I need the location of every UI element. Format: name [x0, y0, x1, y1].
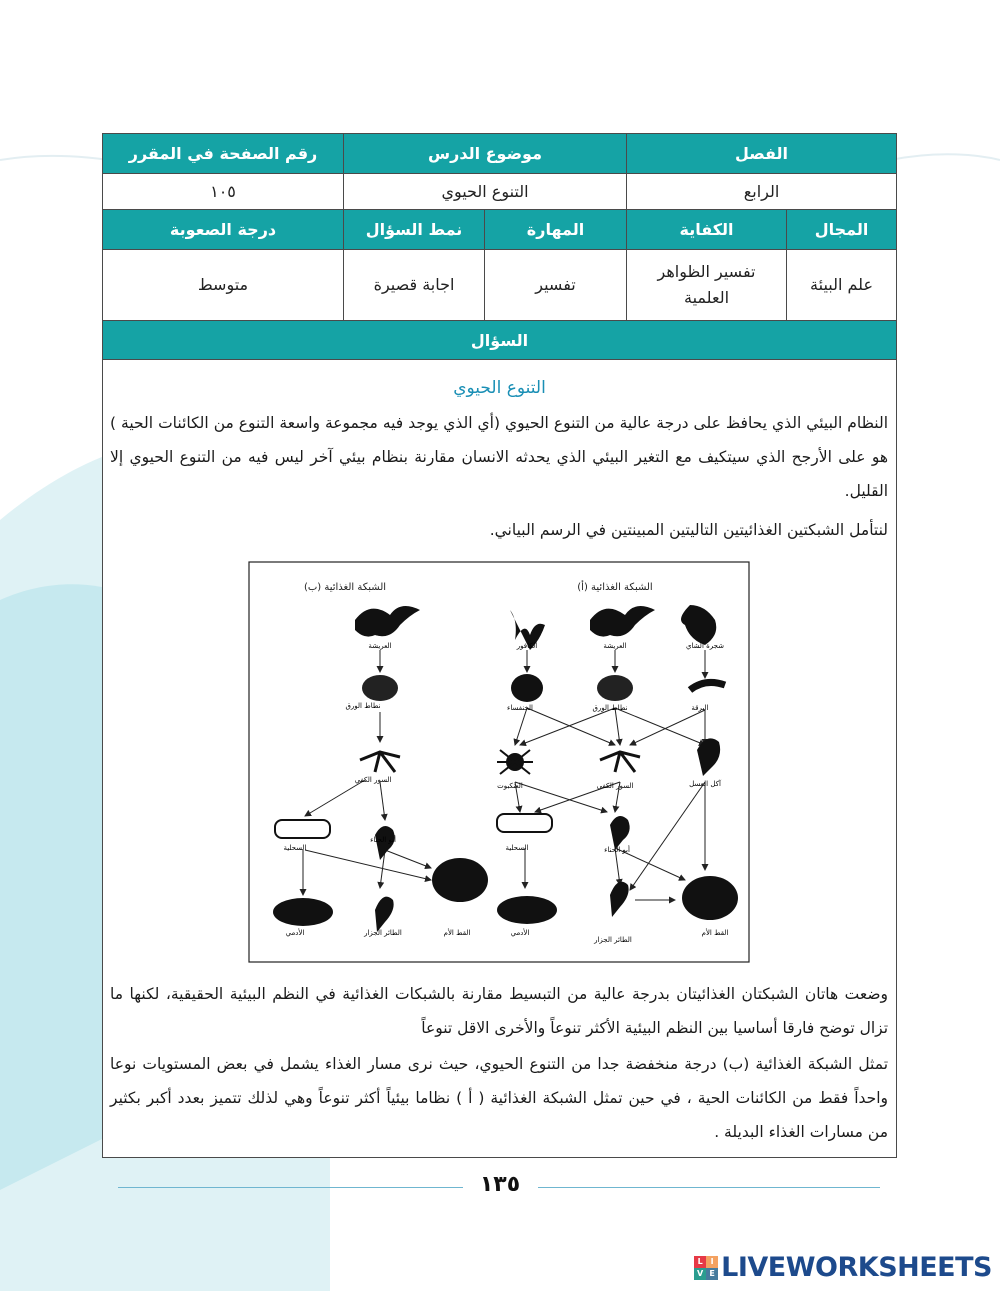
- web-a-label-tea: شجرة الشاي: [685, 642, 725, 650]
- logo-letter-e: E: [706, 1268, 718, 1280]
- footer-line-right: [538, 1187, 880, 1188]
- web-b-label-lizard: السحلية: [283, 844, 307, 852]
- web-b-label-mammal: الأدمي: [285, 929, 305, 937]
- value-lesson-topic: التنوع الحيوي: [344, 174, 627, 210]
- brand-logo-icon: [694, 1256, 718, 1280]
- header-row-2: [103, 210, 897, 250]
- web-b-label-cat: القط الأم: [443, 929, 471, 937]
- web-b-label-bird: أبو الحناء: [370, 836, 396, 844]
- web-a-label-mammal: الأدمي: [510, 929, 530, 937]
- lesson-info-table: [102, 133, 897, 1158]
- brand-name: LIVEWORKSHEETS: [721, 1252, 992, 1283]
- footer-line-left: [118, 1187, 463, 1188]
- value-difficulty: متوسط: [103, 250, 344, 321]
- web-a-label-bird: أبو الحناء: [604, 846, 630, 854]
- question-paragraph-1: النظام البيئي الذي يحافظ على درجة عالية من التنوع الحيوي (أي الذي يوجد فيه مجموعة واسعة التنوع من الكائنات الحية ) هو على الأرجح الذي سيتكيف مع التغير البيئي الذي يحدثه الانسان مقارنة بنظام بيئي آخر ليس فيه من التنوع الحيوي إلا القليل.: [110, 414, 889, 500]
- page-number: ١٣٥: [479, 1172, 521, 1197]
- value-chapter: الرابع: [627, 174, 897, 210]
- web-a-label-grass: العريشة: [603, 642, 627, 650]
- question-body: [103, 360, 897, 1158]
- logo-letter-i: I: [706, 1256, 718, 1268]
- web-b-hopper-icon: [362, 675, 398, 701]
- web-b-lizard-icon: [275, 820, 330, 838]
- web-a-label-beetle: الخنفساء: [507, 704, 533, 712]
- header-row-1: [103, 134, 897, 174]
- question-header: السؤال: [103, 321, 897, 360]
- web-b-cat-icon: [432, 858, 488, 902]
- value-row-1: [103, 174, 897, 210]
- header-page-number: رقم الصفحة في المقرر: [103, 134, 344, 174]
- brand-logo[interactable]: [694, 1252, 992, 1283]
- value-page-number: ١٠٥: [103, 174, 344, 210]
- web-a-cat-icon: [682, 876, 738, 920]
- value-competency-text: تفسير الظواهر العلمية: [657, 262, 756, 307]
- web-b-label-grass: العريشة: [368, 642, 392, 650]
- web-a-lizard-icon: [497, 814, 552, 832]
- web-a-label-honeyeater: آكل العسل: [689, 780, 721, 788]
- question-paragraph-2: لنتأمل الشبكتين الغذائيتين التاليتين المبينتين في الرسم البياني.: [489, 521, 889, 539]
- web-a-label-camphor: الكافور: [516, 642, 538, 650]
- logo-letter-v: V: [694, 1268, 706, 1280]
- web-a-label-spider: العنكبوت: [497, 782, 523, 790]
- web-a-label-mantis: السور الكفي: [596, 782, 634, 790]
- web-a-label-caterpillar: اليرقة: [691, 704, 709, 712]
- logo-letter-l: L: [694, 1256, 706, 1268]
- value-skill: تفسير: [485, 250, 627, 321]
- question-title: التنوع الحيوي: [453, 378, 546, 398]
- header-skill: المهارة: [485, 210, 627, 250]
- web-b-label-hopper: نطاط الورق: [345, 702, 381, 710]
- web-a-label-lizard: السحلية: [505, 844, 529, 852]
- question-paragraph-4: تمثل الشبكة الغذائية (ب) درجة منخفضة جدا من التنوع الحيوي، حيث نرى مسار الغذاء يشمل في بعض المستويات نوعا واحداً فقط من الكائنات الحية ، في حين تمثل الشبكة الغذائية ( أ ) نظاما بيئياً أكثر تنوعاً وهي لذلك تتميز بعدد أكبر بكثير من مسارات الغذاء البديلة .: [110, 1055, 889, 1141]
- header-domain: المجال: [787, 210, 897, 250]
- web-a-label-shrike: الطائر الجزار: [594, 936, 632, 944]
- question-body-row: [103, 360, 897, 1158]
- question-header-row: [103, 321, 897, 360]
- value-row-2: [103, 250, 897, 321]
- web-a-beetle-icon: [511, 674, 543, 702]
- web-a-label-hopper: نطاط الورق: [592, 704, 628, 712]
- value-domain: علم البيئة: [787, 250, 897, 321]
- food-web-diagram: [235, 550, 763, 974]
- value-competency: [627, 250, 787, 321]
- header-difficulty: درجة الصعوبة: [103, 210, 344, 250]
- value-question-type: اجابة قصيرة: [344, 250, 485, 321]
- web-a-title: الشبكة الغذائية (أ): [577, 582, 653, 593]
- web-b-title: الشبكة الغذائية (ب): [303, 582, 387, 593]
- question-paragraph-3: وضعت هاتان الشبكتان الغذائيتان بدرجة عالية من التبسيط مقارنة بالشبكات الغذائية في النظم البيئية الحقيقية، لكنها ما تزال توضح فارقا أساسيا بين النظم البيئية الأكثر تنوعاً والأخرى الاقل تنوعاً: [110, 985, 889, 1037]
- header-lesson-topic: موضوع الدرس: [344, 134, 627, 174]
- web-b-label-shrike: الطائر الجزار: [364, 929, 402, 937]
- web-a-label-cat: القط الأم: [701, 929, 729, 937]
- web-a-mammal-icon: [497, 896, 557, 924]
- header-chapter: الفصل: [627, 134, 897, 174]
- web-a-hopper-icon: [597, 675, 633, 701]
- web-b-mammal-icon: [273, 898, 333, 926]
- web-b-label-mantis: السور الكفي: [354, 776, 392, 784]
- header-question-type: نمط السؤال: [344, 210, 485, 250]
- header-competency: الكفاية: [627, 210, 787, 250]
